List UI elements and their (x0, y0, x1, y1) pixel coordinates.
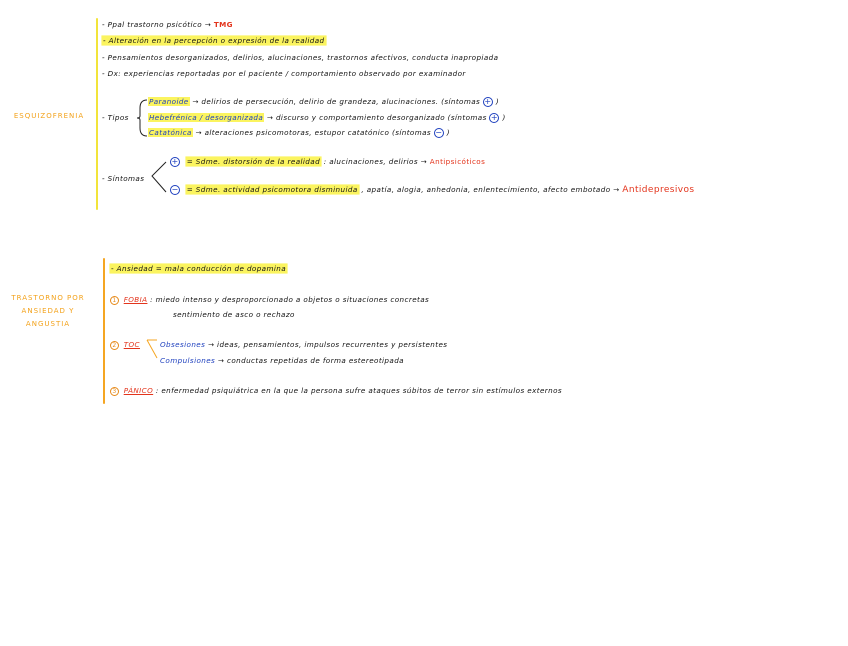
sintomas-label: - Síntomas (102, 174, 145, 183)
plus-circle-icon: + (490, 113, 498, 122)
fobia-item-cont: sentimiento de asco o rechazo (173, 310, 295, 319)
compulsiones-item: Compulsiones → conductas repetidas de forma estereotipada (160, 356, 404, 365)
note-symptom-list: - Pensamientos desorganizados, delirios, alucinaciones, trastornos afectivos, conducta inapropiada (102, 53, 499, 62)
tipos-label: - Tipos (102, 113, 129, 122)
sintomas-brace (150, 160, 168, 196)
obsesiones-item: Obsesiones → ideas, pensamientos, impulsos recurrentes y persistentes (160, 340, 448, 349)
fobia-label: FOBIA (123, 295, 148, 304)
tmg-label: TMG (213, 20, 233, 29)
topic-ansiedad: TRASTORNO POR ANSIEDAD Y ANGUSTIA (11, 294, 85, 328)
negative-symptoms: − = Sdme. actividad psicomotora disminuida , apatía, alogia, anhedonia, enlentecimiento, afecto embotado → Antidepresivos (171, 185, 695, 195)
panico-label: PÁNICO (123, 386, 154, 395)
section-rule-ansiedad (103, 258, 105, 404)
number-3-icon: 3 (110, 387, 119, 396)
minus-circle-icon: − (171, 185, 179, 194)
positive-symptoms: + = Sdme. distorsión de la realidad : alucinaciones, delirios → Antipsicóticos (171, 157, 486, 166)
tipo-hebefrenica: Hebefrénica / desorganizada → discurso y comportamiento desorganizado (síntomas + ) (149, 113, 506, 122)
section-rule-esquizofrenia (96, 18, 98, 210)
antidepresivos-label: Antidepresivos (622, 185, 695, 195)
topic-esquizofrenia: ESQUIZOFRENIA (13, 112, 85, 120)
plus-circle-icon: + (171, 157, 179, 166)
fobia-item: 1 FOBIA : miedo intenso y desproporcionado a objetos o situaciones concretas (110, 295, 429, 305)
note-perception: - Alteración en la percepción o expresión de la realidad (103, 36, 325, 45)
tipo-catatonica: Catatónica → alteraciones psicomotoras, estupor catatónico (síntomas − ) (149, 128, 450, 137)
tipo-paranoide: Paranoide → delirios de persecución, delirio de grandeza, alucinaciones. (síntomas + ) (149, 97, 500, 106)
plus-circle-icon: + (484, 97, 492, 106)
number-2-icon: 2 (110, 341, 119, 350)
toc-label: TOC (123, 340, 140, 349)
minus-circle-icon: − (435, 128, 443, 137)
number-1-icon: 1 (110, 296, 119, 305)
toc-brace (145, 336, 159, 364)
note-main-disorder: - Ppal trastorno psicótico → TMG (102, 20, 233, 29)
note-ansiedad-dopamina: - Ansiedad = mala conducción de dopamina (111, 264, 287, 273)
toc-item (110, 340, 140, 350)
antipsicoticos-label: Antipsicóticos (429, 157, 486, 166)
note-diagnosis: - Dx: experiencias reportadas por el paciente / comportamiento observado por examinador (102, 69, 466, 78)
panico-item: 3 PÁNICO : enfermedad psiquiátrica en la que la persona sufre ataques súbitos de terror sin estímulos externos (110, 386, 562, 396)
